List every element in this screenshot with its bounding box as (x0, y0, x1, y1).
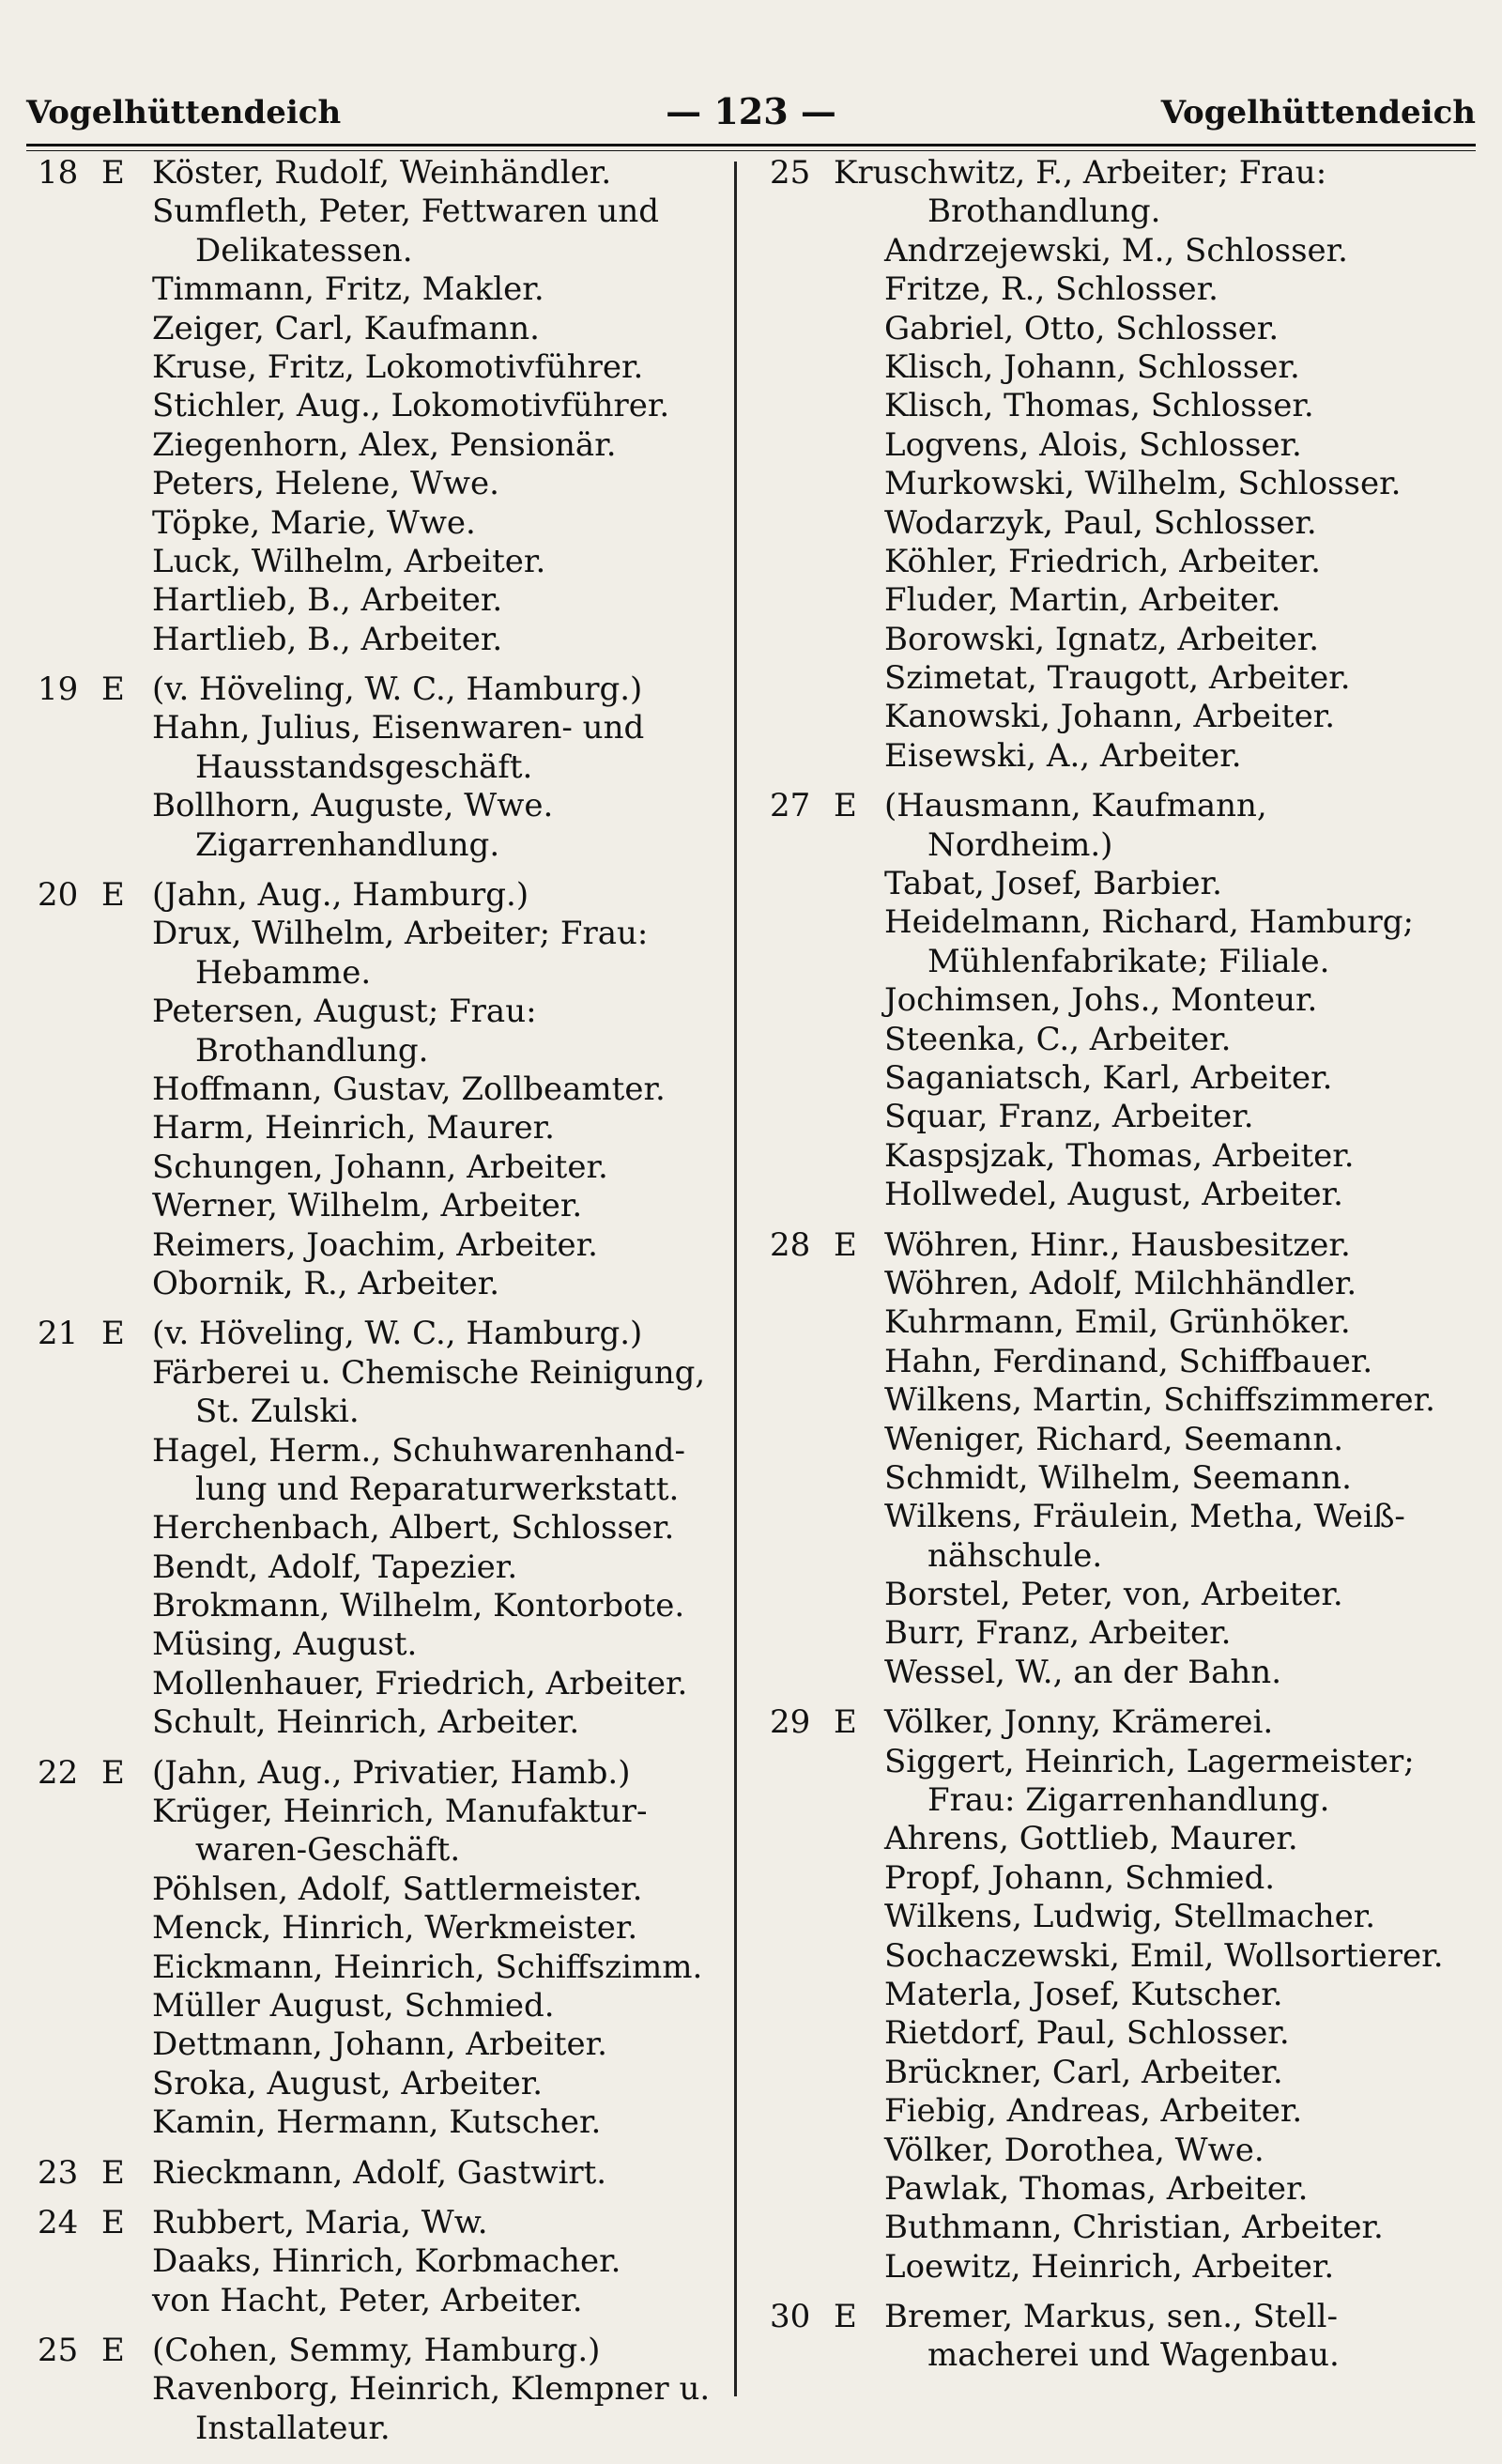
resident-line (770, 1343, 1483, 1381)
resident-line (770, 1381, 1483, 1420)
entry-text: Loewitz, Heinrich, Arbeiter. (884, 2247, 1335, 2286)
resident-line (38, 543, 723, 581)
entry-text: Burr, Franz, Arbeiter. (884, 1614, 1232, 1653)
resident-line (38, 1226, 723, 1265)
house-number-entry (38, 2332, 723, 2370)
resident-line (38, 465, 723, 503)
resident-line (38, 1871, 723, 1909)
resident-line (38, 993, 723, 1031)
column-divider (734, 162, 737, 2396)
resident-line (38, 2242, 723, 2281)
owner-marker: E (101, 670, 125, 709)
house-number-entry (38, 2154, 723, 2193)
entry-text: Pöhlsen, Adolf, Sattlermeister. (152, 1870, 643, 1908)
entry-text: Nordheim.) (927, 825, 1113, 864)
resident-line (38, 310, 723, 348)
owner-marker: E (101, 154, 125, 192)
entry-text: Eickmann, Heinrich, Schiffszimm. (152, 1948, 703, 1986)
resident-line (770, 1421, 1483, 1459)
resident-line (38, 1032, 723, 1070)
resident-line (770, 1137, 1483, 1176)
entry-text: lung und Reparaturwerkstatt. (195, 1470, 680, 1508)
resident-line (770, 1937, 1483, 1976)
entry-text: Köster, Rudolf, Weinhändler. (152, 154, 612, 192)
house-number-entry (770, 787, 1483, 825)
resident-line (38, 348, 723, 387)
house-number: 25 (38, 2332, 79, 2370)
entry-text: (Cohen, Semmy, Hamburg.) (152, 2332, 601, 2370)
entry-text: Materla, Josef, Kutscher. (884, 1975, 1283, 2013)
entry-text: Mollenhauer, Friedrich, Arbeiter. (152, 1664, 688, 1702)
resident-line (770, 465, 1483, 503)
entry-text: Frau: Zigarrenhandlung. (927, 1781, 1330, 1820)
resident-line (38, 426, 723, 465)
header-street-right: Vogelhüttendeich (1160, 94, 1476, 131)
entry-text: macherei und Wagenbau. (927, 2336, 1340, 2375)
resident-line (770, 2248, 1483, 2287)
resident-line (770, 621, 1483, 659)
resident-line (38, 581, 723, 620)
resident-line (38, 826, 723, 865)
entry-text: St. Zulski. (195, 1393, 360, 1431)
house-number: 24 (38, 2203, 79, 2241)
entry-text: Wöhren, Hinr., Hausbesitzer. (884, 1225, 1351, 1264)
resident-line (770, 1021, 1483, 1059)
resident-line (38, 915, 723, 953)
entry-text: Weniger, Richard, Seemann. (884, 1420, 1344, 1458)
entry-text: Luck, Wilhelm, Arbeiter. (152, 542, 546, 580)
resident-line (770, 2054, 1483, 2092)
entry-text: Müller August, Schmied. (152, 1986, 555, 2025)
entry-text: Zeiger, Carl, Kaufmann. (152, 309, 540, 347)
resident-line (38, 1831, 723, 1870)
resident-line (770, 1654, 1483, 1692)
resident-line (38, 954, 723, 993)
resident-line (38, 2282, 723, 2320)
resident-line (770, 1537, 1483, 1576)
entry-text: Ahrens, Gottlieb, Maurer. (884, 1820, 1298, 1858)
resident-line (38, 748, 723, 787)
entry-text: Mühlenfabrikate; Filiale. (927, 942, 1330, 980)
entry-text: Jochimsen, Johs., Monteur. (884, 981, 1318, 1020)
entry-gap (770, 776, 1483, 787)
resident-line (38, 270, 723, 309)
resident-line (770, 1498, 1483, 1536)
resident-line (38, 1793, 723, 1831)
resident-line (38, 192, 723, 231)
entry-text: Pawlak, Thomas, Arbeiter. (884, 2169, 1309, 2208)
entry-text: (Jahn, Aug., Hamburg.) (152, 876, 529, 915)
entry-text: Wilkens, Martin, Schiffszimmerer. (884, 1381, 1435, 1420)
house-number-entry (770, 2298, 1483, 2336)
resident-line (770, 2336, 1483, 2375)
page-number: — 123 — (666, 90, 836, 132)
header-rule-thick (26, 144, 1476, 146)
resident-line (38, 232, 723, 270)
resident-line (770, 2092, 1483, 2131)
entry-text: Sochaczewski, Emil, Wollsortierer. (884, 1936, 1444, 1975)
entry-text: Stichler, Aug., Lokomotivführer. (152, 387, 670, 425)
entry-text: Saganiatsch, Karl, Arbeiter. (884, 1058, 1333, 1097)
house-number-entry (770, 1703, 1483, 1742)
house-number-entry (38, 1315, 723, 1353)
house-number: 29 (770, 1703, 811, 1742)
owner-marker: E (101, 2153, 125, 2192)
resident-line (770, 1576, 1483, 1614)
house-number: 27 (770, 787, 811, 825)
resident-line (770, 2209, 1483, 2247)
left-column (38, 154, 723, 2448)
page-header (26, 86, 1476, 143)
entry-text: Schungen, Johann, Arbeiter. (152, 1147, 608, 1186)
resident-line (38, 1187, 723, 1225)
entry-text: Hahn, Ferdinand, Schiffbauer. (884, 1342, 1373, 1380)
entry-text: Bremer, Markus, sen., Stell- (884, 2298, 1338, 2336)
resident-line (770, 1265, 1483, 1303)
resident-line (770, 581, 1483, 620)
house-number: 21 (38, 1315, 79, 1353)
resident-line (770, 387, 1483, 425)
entry-text: Werner, Wilhelm, Arbeiter. (152, 1187, 583, 1225)
entry-text: Hartlieb, B., Arbeiter. (152, 620, 503, 658)
entry-text: Ravenborg, Heinrich, Klempner u. (152, 2370, 711, 2409)
entry-text: Herchenbach, Albert, Schlosser. (152, 1509, 675, 1548)
entry-text: (Hausmann, Kaufmann, (884, 787, 1267, 825)
entry-text: Dettmann, Johann, Arbeiter. (152, 2025, 607, 2064)
resident-line (38, 709, 723, 747)
resident-line (770, 192, 1483, 231)
house-number: 25 (770, 154, 811, 192)
resident-line (770, 1459, 1483, 1498)
entry-gap (38, 2193, 723, 2204)
house-number-entry (770, 1226, 1483, 1265)
entry-text: Sumfleth, Peter, Fettwaren und (152, 192, 659, 231)
resident-line (770, 1614, 1483, 1653)
house-number-entry (38, 154, 723, 192)
entry-text: Buthmann, Christian, Arbeiter. (884, 2209, 1384, 2247)
resident-line (770, 826, 1483, 865)
entry-text: Heidelmann, Richard, Hamburg; (884, 903, 1414, 942)
resident-line (770, 310, 1483, 348)
entry-text: Brückner, Carl, Arbeiter. (884, 2053, 1283, 2091)
entry-gap (38, 865, 723, 876)
resident-line (770, 1303, 1483, 1342)
resident-line (38, 1354, 723, 1393)
entry-text: Menck, Hinrich, Werkmeister. (152, 1909, 638, 1948)
resident-line (770, 981, 1483, 1020)
resident-line (38, 2410, 723, 2448)
entry-text: (v. Höveling, W. C., Hamburg.) (152, 1315, 643, 1353)
entry-text: Szimetat, Traugott, Arbeiter. (884, 659, 1351, 698)
house-number: 20 (38, 876, 79, 915)
resident-line (38, 1509, 723, 1548)
entry-text: waren-Geschäft. (195, 1831, 461, 1870)
resident-line (770, 1898, 1483, 1936)
entry-text: Hahn, Julius, Eisenwaren- und (152, 709, 645, 747)
owner-marker: E (101, 876, 125, 915)
entry-text: Fiebig, Andreas, Arbeiter. (884, 2092, 1303, 2131)
entry-text: Fritze, R., Schlosser. (884, 270, 1218, 309)
house-number-entry (38, 876, 723, 915)
entry-text: Eisewski, A., Arbeiter. (884, 736, 1242, 775)
owner-marker: E (834, 1225, 857, 1264)
entry-text: Brokmann, Wilhelm, Kontorbote. (152, 1587, 685, 1625)
resident-line (770, 2170, 1483, 2209)
entry-text: Kaspsjzak, Thomas, Arbeiter. (884, 1136, 1355, 1175)
resident-line (770, 426, 1483, 465)
owner-marker: E (101, 1315, 125, 1353)
house-number: 22 (38, 1753, 79, 1792)
house-number: 19 (38, 670, 79, 709)
resident-line (38, 2025, 723, 2064)
entry-text: Logvens, Alois, Schlosser. (884, 425, 1302, 464)
entry-gap (38, 1743, 723, 1754)
entry-gap (38, 659, 723, 670)
header-street-left: Vogelhüttendeich (26, 94, 342, 131)
resident-line (38, 1587, 723, 1625)
resident-line (38, 1909, 723, 1948)
entry-text: Rubbert, Maria, Ww. (152, 2203, 488, 2241)
resident-line (770, 1743, 1483, 1781)
entry-text: Töpke, Marie, Wwe. (152, 503, 476, 542)
entry-text: Sroka, August, Arbeiter. (152, 2064, 544, 2102)
resident-line (38, 2065, 723, 2103)
resident-line (770, 504, 1483, 543)
house-number: 23 (38, 2153, 79, 2192)
entry-text: Brothandlung. (927, 192, 1161, 231)
entry-text: Hausstandsgeschäft. (195, 747, 533, 786)
entry-text: Squar, Franz, Arbeiter. (884, 1098, 1254, 1136)
entry-text: Hoffmann, Gustav, Zollbeamter. (152, 1070, 666, 1108)
resident-line (770, 1176, 1483, 1214)
entry-text: Drux, Wilhelm, Arbeiter; Frau: (152, 915, 649, 953)
resident-line (38, 2370, 723, 2409)
entry-text: Völker, Dorothea, Wwe. (884, 2131, 1264, 2169)
entry-text: nähschule. (927, 1536, 1103, 1575)
entry-text: Delikatessen. (195, 231, 413, 270)
entry-text: Färberei u. Chemische Reinigung, (152, 1353, 706, 1392)
resident-line (38, 1109, 723, 1147)
entry-text: Wilkens, Fräulein, Metha, Weiß- (884, 1498, 1405, 1536)
resident-line (770, 737, 1483, 776)
house-number: 30 (770, 2298, 811, 2336)
entry-text: Rieckmann, Adolf, Gastwirt. (152, 2153, 607, 2192)
entry-text: Klisch, Thomas, Schlosser. (884, 387, 1314, 425)
house-number-entry (38, 2204, 723, 2242)
resident-line (770, 659, 1483, 698)
entry-text: (Jahn, Aug., Privatier, Hamb.) (152, 1753, 631, 1792)
entry-text: Borstel, Peter, von, Arbeiter. (884, 1576, 1343, 1614)
entry-gap (38, 1303, 723, 1315)
entry-gap (38, 2143, 723, 2154)
entry-text: Kuhrmann, Emil, Grünhöker. (884, 1303, 1351, 1342)
resident-line (770, 1820, 1483, 1858)
resident-line (38, 1625, 723, 1664)
entry-gap (770, 2287, 1483, 2298)
entry-text: Kruschwitz, F., Arbeiter; Frau: (834, 154, 1327, 192)
entry-text: Klisch, Johann, Schlosser. (884, 347, 1300, 386)
house-number-entry (38, 1754, 723, 1793)
house-number: 18 (38, 154, 79, 192)
entry-gap (38, 2320, 723, 2332)
resident-line (38, 1948, 723, 1987)
resident-line (770, 543, 1483, 581)
resident-line (38, 1070, 723, 1109)
resident-line (770, 903, 1483, 942)
resident-line (38, 1665, 723, 1703)
entry-text: Schult, Heinrich, Arbeiter. (152, 1703, 580, 1742)
house-number-entry (38, 670, 723, 709)
owner-marker: E (834, 2298, 857, 2336)
entry-text: Tabat, Josef, Barbier. (884, 865, 1222, 903)
entry-text: Bendt, Adolf, Tapezier. (152, 1548, 518, 1586)
resident-line (770, 865, 1483, 903)
entry-text: Wilkens, Ludwig, Stellmacher. (884, 1898, 1376, 1936)
entry-text: Harm, Heinrich, Maurer. (152, 1109, 555, 1147)
entry-text: Murkowski, Wilhelm, Schlosser. (884, 465, 1402, 503)
resident-line (770, 1059, 1483, 1098)
entry-gap (770, 1692, 1483, 1703)
owner-marker: E (101, 1753, 125, 1792)
resident-line (38, 1703, 723, 1742)
resident-line (770, 1859, 1483, 1898)
entry-text: Köhler, Friedrich, Arbeiter. (884, 542, 1321, 580)
entry-text: Andrzejewski, M., Schlosser. (884, 231, 1348, 270)
entry-text: Reimers, Joachim, Arbeiter. (152, 1225, 598, 1264)
owner-marker: E (834, 1703, 857, 1742)
entry-text: Völker, Jonny, Krämerei. (884, 1703, 1274, 1742)
resident-line (770, 348, 1483, 387)
entry-text: Zigarrenhandlung. (195, 825, 500, 864)
resident-line (770, 270, 1483, 309)
entry-text: Hebamme. (195, 953, 372, 992)
entry-text: Wodarzyk, Paul, Schlosser. (884, 503, 1317, 542)
entry-text: Brothandlung. (195, 1031, 429, 1070)
owner-marker: E (101, 2332, 125, 2370)
entry-text: Peters, Helene, Wwe. (152, 465, 499, 503)
resident-line (770, 1781, 1483, 1820)
resident-line (770, 2014, 1483, 2053)
entry-text: Daaks, Hinrich, Korbmacher. (152, 2242, 621, 2281)
entry-text: Timmann, Fritz, Makler. (152, 270, 544, 309)
resident-line (38, 1393, 723, 1431)
resident-line (38, 621, 723, 659)
header-rule-thin (26, 150, 1476, 151)
entry-text: Siggert, Heinrich, Lagermeister; (884, 1742, 1415, 1780)
entry-text: Installateur. (195, 2409, 391, 2447)
entry-text: (v. Höveling, W. C., Hamburg.) (152, 670, 643, 709)
house-number-entry (770, 154, 1483, 192)
entry-text: Borowski, Ignatz, Arbeiter. (884, 620, 1320, 658)
entry-text: Hagel, Herm., Schuhwarenhand- (152, 1431, 685, 1470)
resident-line (38, 787, 723, 825)
resident-line (38, 2103, 723, 2142)
resident-line (770, 698, 1483, 736)
entry-text: Bollhorn, Auguste, Wwe. (152, 787, 554, 825)
entry-text: Wessel, W., an der Bahn. (884, 1653, 1282, 1691)
house-number: 28 (770, 1225, 811, 1264)
entry-text: Krüger, Heinrich, Manufaktur- (152, 1793, 648, 1831)
resident-line (38, 1471, 723, 1509)
entry-text: von Hacht, Peter, Arbeiter. (152, 2281, 583, 2319)
entry-text: Rietdorf, Paul, Schlosser. (884, 2014, 1290, 2053)
resident-line (38, 1265, 723, 1303)
entry-text: Kruse, Fritz, Lokomotivführer. (152, 347, 644, 386)
entry-text: Propf, Johann, Schmied. (884, 1858, 1276, 1897)
entry-text: Ziegenhorn, Alex, Pensionär. (152, 425, 617, 464)
resident-line (770, 232, 1483, 270)
owner-marker: E (101, 2203, 125, 2241)
entry-text: Fluder, Martin, Arbeiter. (884, 581, 1281, 620)
entry-text: Wöhren, Adolf, Milchhändler. (884, 1264, 1357, 1302)
entry-text: Schmidt, Wilhelm, Seemann. (884, 1458, 1352, 1497)
resident-line (770, 2132, 1483, 2170)
entry-text: Hollwedel, August, Arbeiter. (884, 1176, 1343, 1214)
resident-line (38, 1432, 723, 1471)
entry-text: Petersen, August; Frau: (152, 993, 537, 1031)
resident-line (38, 387, 723, 425)
entry-gap (770, 1215, 1483, 1226)
resident-line (38, 1987, 723, 2025)
resident-line (770, 943, 1483, 981)
entry-text: Kamin, Hermann, Kutscher. (152, 2103, 602, 2142)
resident-line (770, 1976, 1483, 2014)
owner-marker: E (834, 787, 857, 825)
entry-text: Müsing, August. (152, 1625, 418, 1664)
entry-text: Hartlieb, B., Arbeiter. (152, 581, 503, 620)
entry-text: Kanowski, Johann, Arbeiter. (884, 698, 1336, 736)
resident-line (38, 1548, 723, 1587)
resident-line (38, 504, 723, 543)
entry-text: Steenka, C., Arbeiter. (884, 1020, 1232, 1058)
entry-text: Obornik, R., Arbeiter. (152, 1264, 500, 1302)
entry-text: Gabriel, Otto, Schlosser. (884, 309, 1280, 347)
resident-line (770, 1098, 1483, 1136)
resident-line (38, 1148, 723, 1187)
right-column (770, 154, 1483, 2376)
